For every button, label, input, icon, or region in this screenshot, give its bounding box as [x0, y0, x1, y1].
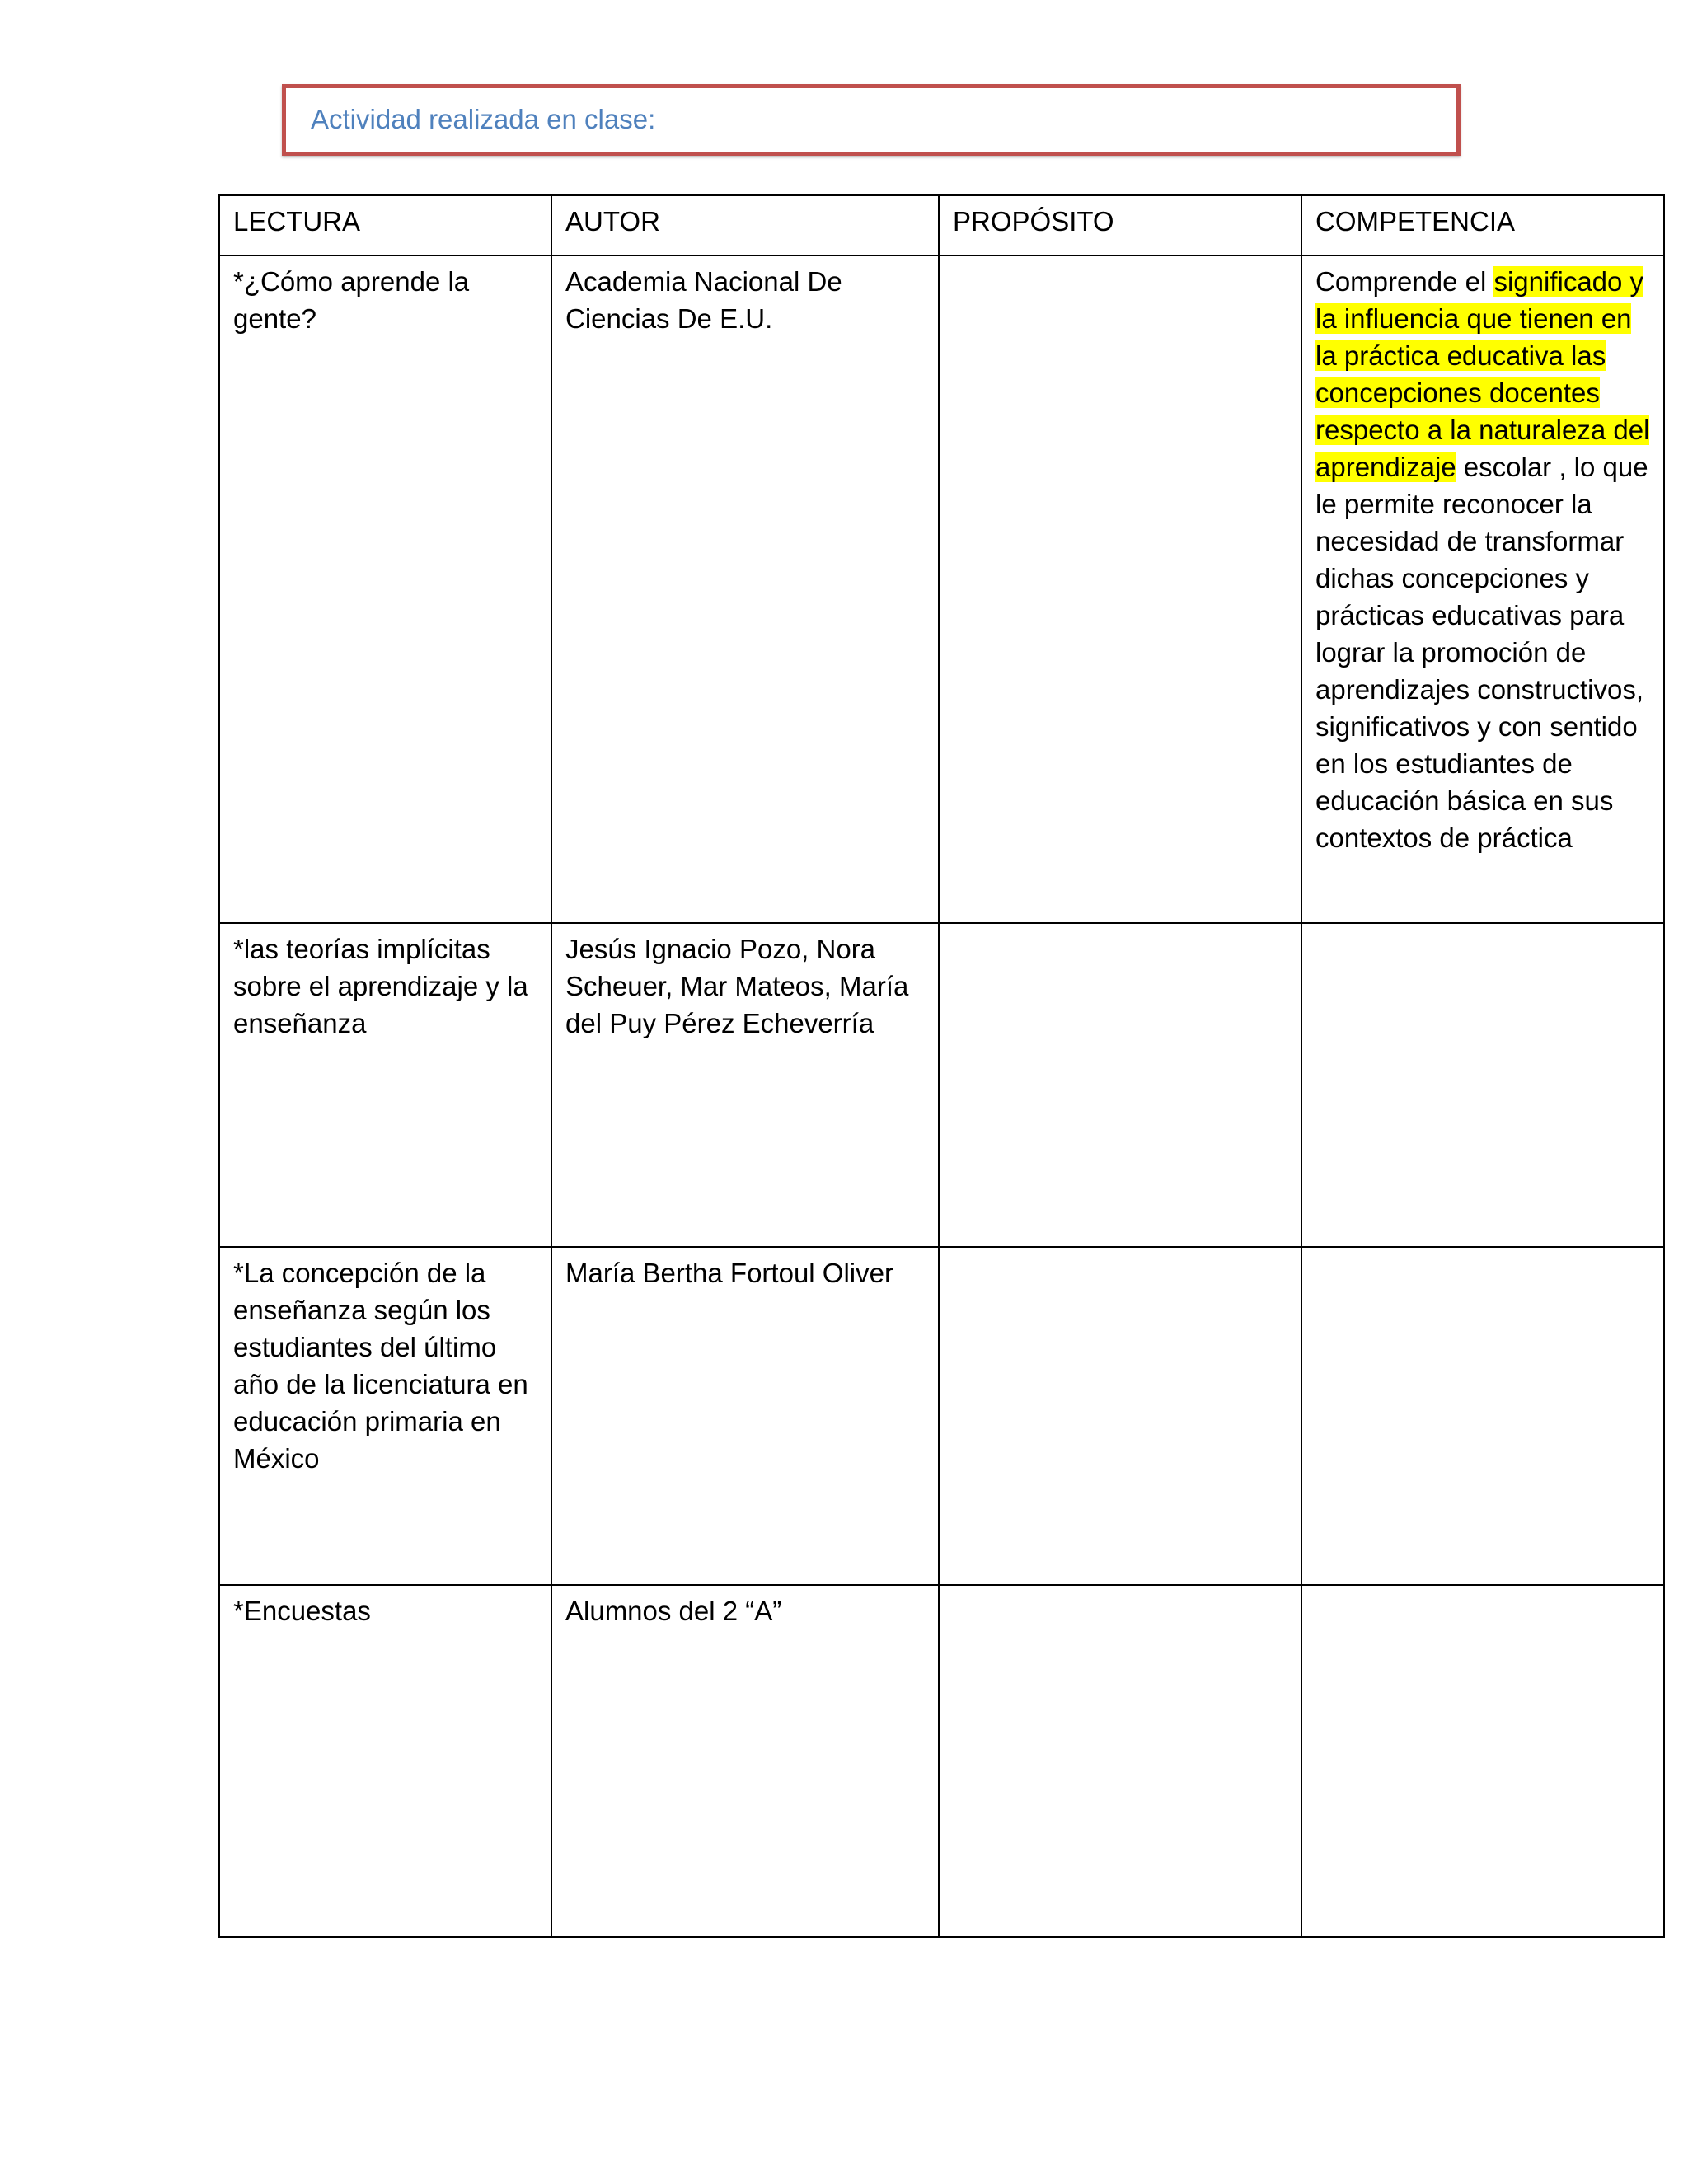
cell-lectura: *La concepción de la enseñanza según los estudiantes del último año de la licenciatura en educación primaria en México	[219, 1247, 551, 1585]
cell-lectura: *¿Cómo aprende la gente?	[219, 255, 551, 923]
header-proposito: PROPÓSITO	[939, 195, 1301, 255]
table-row	[219, 1247, 1664, 1585]
cell-autor: Academia Nacional De Ciencias De E.U.	[551, 255, 939, 923]
table-header-row	[219, 195, 1664, 255]
header-competencia: COMPETENCIA	[1301, 195, 1664, 255]
cell-autor: Alumnos del 2 “A”	[551, 1585, 939, 1937]
table-row	[219, 1585, 1664, 1937]
cell-competencia	[1301, 1585, 1664, 1937]
cell-competencia	[1301, 255, 1664, 923]
cell-proposito	[939, 1247, 1301, 1585]
cell-competencia	[1301, 923, 1664, 1247]
cell-lectura: *Encuestas	[219, 1585, 551, 1937]
cell-proposito	[939, 255, 1301, 923]
activity-title: Actividad realizada en clase:	[311, 104, 656, 134]
table-row	[219, 923, 1664, 1247]
cell-proposito	[939, 1585, 1301, 1937]
readings-table	[218, 194, 1665, 1938]
header-lectura: LECTURA	[219, 195, 551, 255]
cell-competencia	[1301, 1247, 1664, 1585]
cell-proposito	[939, 923, 1301, 1247]
competencia-text-before: Comprende el	[1315, 266, 1494, 297]
cell-autor: María Bertha Fortoul Oliver	[551, 1247, 939, 1585]
header-autor: AUTOR	[551, 195, 939, 255]
cell-autor: Jesús Ignacio Pozo, Nora Scheuer, Mar Mateos, María del Puy Pérez Echeverría	[551, 923, 939, 1247]
activity-title-box	[282, 84, 1461, 156]
competencia-highlight: significado y la influencia que tienen en la práctica educativa las concepciones docentes respecto a la naturaleza del aprendizaje	[1315, 266, 1650, 482]
cell-lectura: *las teorías implícitas sobre el aprendizaje y la enseñanza	[219, 923, 551, 1247]
table-row	[219, 255, 1664, 923]
competencia-text-after: escolar , lo que le permite reconocer la necesidad de transformar dichas concepciones y prácticas educativas para lograr la promoción de aprendizajes constructivos, significativos y con sentido en los estudiantes de educación básica en sus contextos de práctica	[1315, 452, 1648, 853]
